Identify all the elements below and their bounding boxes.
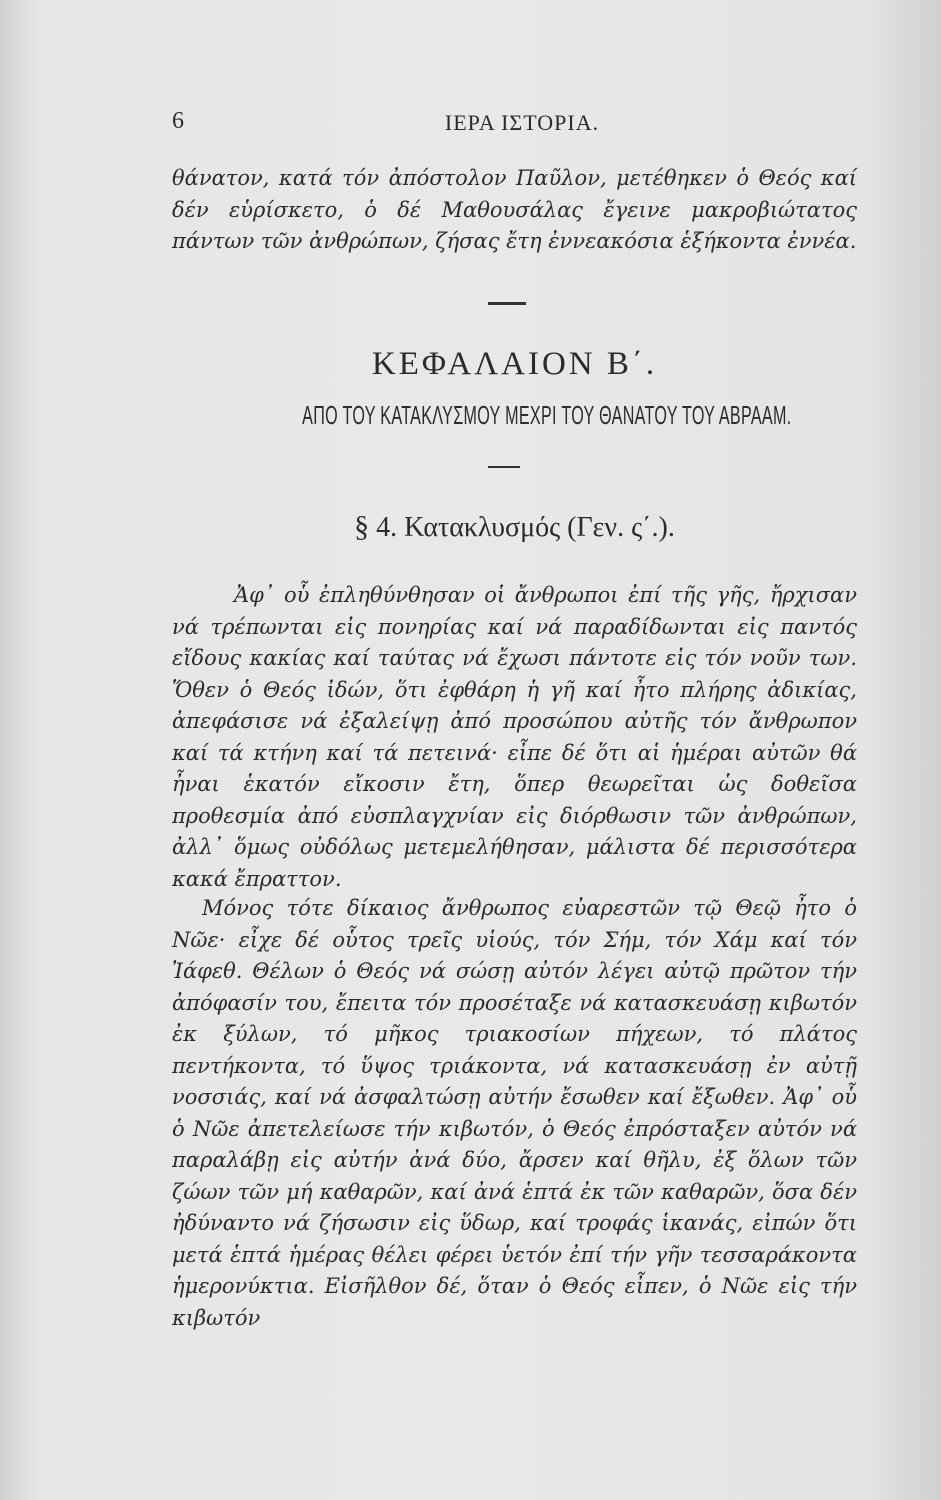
section-sign: §: [354, 510, 370, 543]
paragraph-3: Μόνος τότε δίκαιος ἄνθρωπος εὐαρεστῶν τῷ Θεῷ ἦτο ὁ Νῶε· εἶχε δέ οὗτος τρεῖς υἱούς, τόν Σήμ, τόν Χάμ καί τόν Ἰάφεθ. Θέλων ὁ Θεός νά σώσῃ αὐτόν λέγει αὐτῷ πρῶτον τήν ἀπόφασίν του, ἔπειτα τόν προσέταξε νά κατασκευάσῃ κιβωτόν ἐκ ξύλων, τό μῆκος τριακοσίων πήχεων, τό πλάτος πεντήκοντα, τό ὕψος τριάκοντα, νά κατασκευάσῃ ἐν αὐτῇ νοσσιάς, καί νά ἀσφαλτώσῃ αὐτήν ἔσωθεν καί ἔξωθεν. Ἀφ᾽ οὗ ὁ Νῶε ἀπετελείωσε τήν κιβωτόν, ὁ Θεός ἐπρόσταξεν αὐτόν νά παραλάβῃ εἰς αὐτήν ἀνά δύο, ἄρσεν καί θῆλυ, ἐξ ὅλων τῶν ζώων τῶν μή καθαρῶν, καί ἀνά ἑπτά ἐκ τῶν καθαρῶν, ὅσα δέν ἠδύναντο νά ζήσωσιν εἰς ὕδωρ, καί τροφάς ἱκανάς, εἰπών ὅτι μετά ἑπτά ἡμέρας θέλει φέρει ὑετόν ἐπί τήν γῆν τεσσαράκοντα ἡμερονύκτια. Εἰσῆλθον δέ, ὅταν ὁ Θεός εἶπεν, ὁ Νῶε εἰς τήν κιβωτόν: [172, 896, 857, 1330]
chapter-subtitle: ΑΠΟ ΤΟΥ ΚΑΤΑΚΛΥΣΜΟΥ ΜΕΧΡΙ ΤΟΥ ΘΑΝΑΤΟΥ ΤΟΥ ΑΒΡΑΑΜ.: [302, 400, 792, 430]
page-number: 6: [172, 108, 184, 134]
paragraph-1: θάνατον, κατά τόν ἀπόστολον Παῦλον, μετέθηκεν ὁ Θεός καί δέν εὑρίσκετο, ὁ δέ Μαθουσάλας ἔγεινε μακροβιώτατος πάντων τῶν ἀνθρώπων, ζήσας ἔτη ἐννεακόσια ἑξήκοντα ἐννέα.: [172, 166, 857, 253]
running-title: ΙΕΡΑ ΙΣΤΟΡΙΑ.: [444, 110, 600, 135]
divider-rule: [488, 302, 526, 305]
divider-rule-small: [488, 466, 520, 468]
chapter-title: ΚΕΦΑΛΑΙΟΝ Β΄.: [371, 346, 658, 382]
section-title: 4. Κατακλυσμός (Γεν. ς΄.).: [376, 512, 675, 543]
page-header: [172, 108, 872, 138]
paragraph-2: Ἀφ᾽ οὗ ἐπληθύνθησαν οἱ ἄνθρωποι ἐπί τῆς γῆς, ἤρχισαν νά τρέπωνται εἰς πονηρίας καί νά παραδίδωνται εἰς παντός εἴδους κακίας καί ταύτας νά ἔχωσι πάντοτε εἰς τόν νοῦν των. Ὅθεν ὁ Θεός ἰδών, ὅτι ἐφθάρη ἡ γῆ καί ἦτο πλήρης ἀδικίας, ἀπεφάσισε νά ἐξαλείψῃ ἀπό προσώπου αὐτῆς τόν ἄνθρωπον καί τά κτήνη καί τά πετεινά· εἶπε δέ ὅτι αἱ ἡμέραι αὐτῶν θά ἦναι ἑκατόν εἴκοσιν ἔτη, ὅπερ θεωρεῖται ὡς δοθεῖσα προθεσμία ἀπό εὐσπλαγχνίαν εἰς διόρθωσιν τῶν ἀνθρώπων, ἀλλ᾽ ὅμως οὐδόλως μετεμελήθησαν, μάλιστα δέ περισσότερα κακά ἔπραττον.: [172, 583, 857, 891]
section-heading: [172, 510, 857, 544]
